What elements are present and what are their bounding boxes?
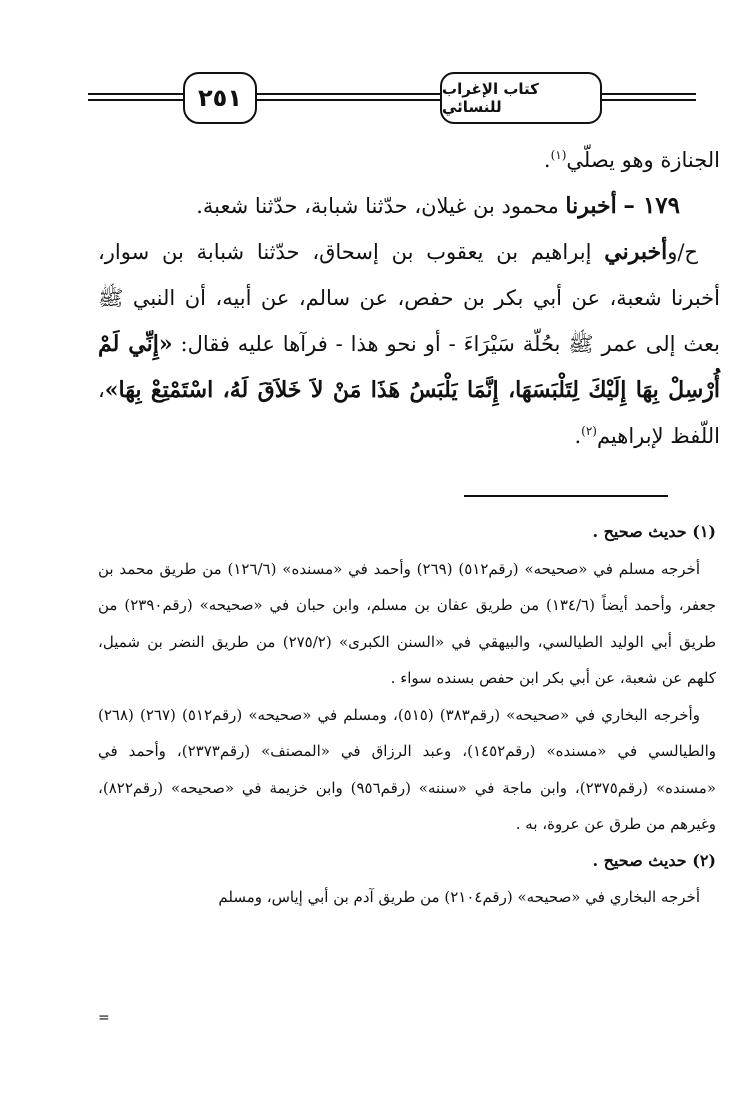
page-number-box [183,72,257,124]
header-rule-bottom [88,99,696,101]
akhbarani: أخبرني [604,239,668,265]
main-text [98,137,720,459]
hadith-179: ١٧٩ – أخبرنا محمود بن غيلان، حدّثنا شبابة، حدّثنا شعبة. [196,192,680,219]
hadith-number: ١٧٩ – [623,192,680,219]
footnote-divider [464,495,668,497]
footnote-2-heading: (٢) حديث صحيح . [592,850,716,870]
header-rule-top [88,93,696,95]
footnote-1-heading: (١) حديث صحيح . [592,522,716,541]
footnote-1-text: أخرجه مسلم في «صحيحه» (رقم٥١٢) (٢٦٩) وأحمد في «مسنده» (١٢٦/٦) من طريق محمد بن جعفر، وأحمد أيضاً (١٣٤/٦) من طريق عفان بن مسلم، وابن حبان في «صحيحه» (رقم٢٣٩٠) من طريق أبي الوليد الطيالسي، والبيهقي في «السنن الكبرى» (٢٧٥/٢) من طريق النضر بن شميل، كلهم عن شعبة، عن أبي بكر ابن حفص بسنده سواء . [98,559,717,687]
book-title: كتاب الإغراب للنسائي [442,80,539,116]
akhbarana: أخبرنا [565,193,617,219]
footnote-2-text: أخرجه البخاري في «صحيحه» (رقم٢١٠٤) من طريق آدم بن أبي إياس، ومسلم [218,888,700,906]
continuation-mark: = [98,1010,110,1026]
line-continuation: الجنازة وهو يصلّي$^{(١)}$. [543,148,720,172]
footnote-ref-2: (٢) [581,424,597,438]
prophetic-quote: «إِنِّي لَمْ أُرْسِلْ بِهَا إِلَيْكَ لِتَلْبَسَهَا، إِنَّمَا يَلْبَسُ هَذَا مَنْ لاَ خَلاَقَ لَهُ، اسْتَمْتِعْ بِهَا» [98,331,720,403]
page-number: ٢٥١ [198,84,242,112]
hadith-paragraph: ح/وأخبرني إبراهيم بن يعقوب بن إسحاق، حدّثنا شبابة بن سوار، أخبرنا شعبة، عن أبي بكر بن حفص، عن سالم، عن أبيه، أن النبي ﷺ بعث إلى عمر ﷺ بحُلّة سَيْرَاءَ - أو نحو هذا - فرآها عليه فقال: «إِنِّي لَمْ أُرْسِلْ بِهَا إِلَيْكَ لِتَلْبَسَهَا، إِنَّمَا يَلْبَسُ هَذَا مَنْ لاَ خَلاَقَ لَهُ، اسْتَمْتِعْ بِهَا»، اللّفظ لإبراهيم$^{(٢)}$. [98,239,720,448]
footnotes [98,514,716,916]
running-title [440,72,602,124]
footnote-ref-1: (١) [550,148,567,162]
footnote-1-text-2: وأخرجه البخاري في «صحيحه» (رقم٣٨٣) (٥١٥)، ومسلم في «صحيحه» (رقم٥١٢) (٢٦٧) (٢٦٨) والطيالسي في «مسنده» (رقم١٤٥٢)، وعبد الرزاق في «المصنف» (رقم٢٣٧٣)، وأحمد في «مسنده» (رقم٢٣٧٥)، وابن ماجة في «سننه» (رقم٩٥٦) وابن خزيمة في «صحيحه» (رقم٨٢٢)، وغيرهم من طرق عن عروة، به . [98,705,716,833]
